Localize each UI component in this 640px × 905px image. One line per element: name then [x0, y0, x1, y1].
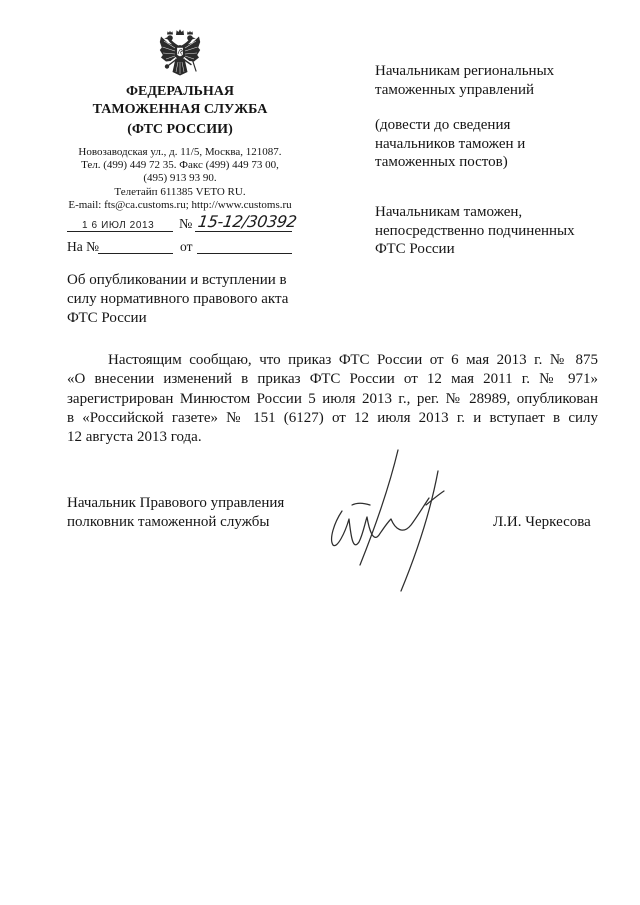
addressee-line: ФТС России [375, 241, 455, 257]
reply-number-underline [98, 253, 173, 254]
addressee-line: таможенных управлений [375, 81, 535, 98]
addressee-note-line: (довести до сведения [375, 117, 511, 133]
addressee-direct [375, 203, 575, 259]
coat-of-arms-icon [158, 28, 202, 80]
addressee-line: Начальникам региональных [375, 63, 555, 79]
addressee-line: непосредственно подчиненных [375, 222, 575, 239]
addressee-note-line: таможенных постов) [375, 154, 508, 170]
addressee-note [375, 116, 525, 172]
subject-line: ФТС России [67, 310, 147, 326]
handwritten-signature-icon [318, 445, 453, 595]
signatory-position-line: Начальник Правового управления [67, 495, 285, 511]
subject-line: Об опубликовании и вступлении в [67, 272, 287, 288]
org-abbreviation: (ФТС РОССИИ) [127, 122, 233, 137]
sender-email-web: E-mail: fts@ca.customs.ru; http://www.customs.ru [68, 198, 292, 211]
sender-address: Новозаводская ул., д. 11/5, Москва, 121087. [78, 146, 282, 158]
org-name-line2: ТАМОЖЕННАЯ СЛУЖБА [92, 102, 268, 117]
sender-contacts [60, 146, 300, 212]
letter-body [67, 351, 598, 447]
addressee-regional [375, 62, 554, 99]
date-stamp: 1 6 ИЮЛ 2013 [82, 220, 155, 231]
body-line: «О внесении изменений в приказ ФТС России от 12 мая 2011 г. № 971» [67, 371, 598, 388]
org-name-line1: ФЕДЕРАЛЬНАЯ [125, 84, 234, 99]
signatory-name: Л.И. Черкесова [493, 514, 591, 530]
subject-line: силу нормативного правового акта [67, 291, 289, 307]
body-line: зарегистрирован Минюстом России 5 июля 2013 г., рег. № 28989, опубликован [67, 390, 598, 407]
body-line: в «Российской газете» № 151 (6127) от 12 июля 2013 г. и вступает в силу [67, 409, 598, 426]
body-line: Настоящим сообщаю, что приказ ФТС России от 6 мая 2013 г. № 875 [108, 352, 598, 368]
body-line: 12 августа 2013 года. [67, 429, 202, 446]
reply-date-label: от [180, 239, 193, 254]
subject [67, 271, 288, 328]
sender-phone-fax: Тел. (499) 449 72 35. Факс (499) 449 73 00, [81, 159, 279, 172]
reply-to-label: На № [67, 239, 99, 254]
addressee-note-line: начальников таможен и [375, 135, 526, 152]
outgoing-number: 15-12/30392 [196, 212, 298, 231]
signatory-position [67, 494, 284, 532]
sender-teletype: Телетайп 611385 VETO RU. [114, 185, 246, 198]
signatory-rank-line: полковник таможенной службы [67, 514, 270, 530]
sender-phone-extra: (495) 913 93 90. [143, 172, 217, 185]
addressee-line: Начальникам таможен, [375, 204, 523, 220]
reply-date-underline [197, 253, 292, 254]
number-label: № [179, 217, 193, 232]
